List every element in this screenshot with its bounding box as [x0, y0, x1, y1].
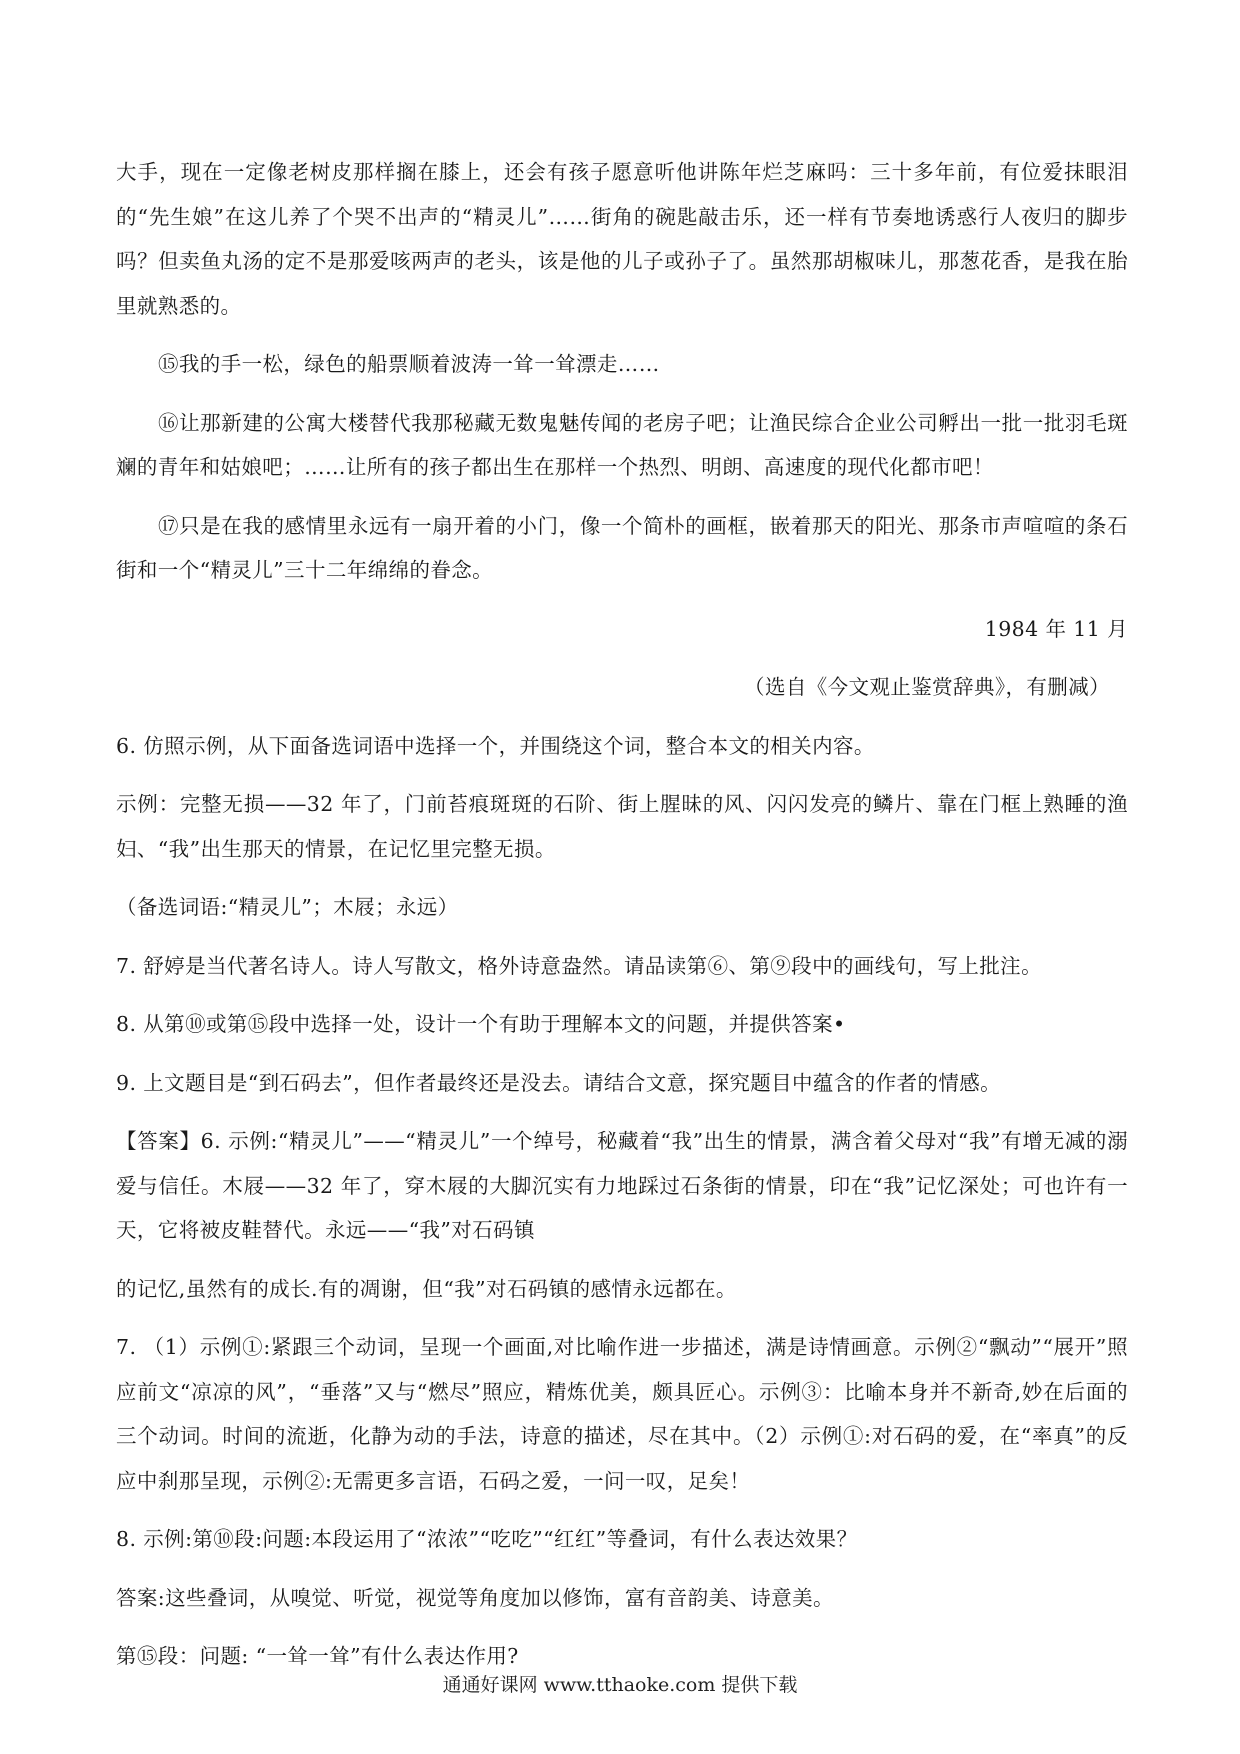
paragraph-continued: 大手，现在一定像老树皮那样搁在膝上，还会有孩子愿意听他讲陈年烂芝麻吗：三十多年前，有位爱抹眼泪的“先生娘”在这儿养了个哭不出声的“精灵儿”……街角的碗匙敲击乐，还一样有节奏地诱惑行人夜归的脚步吗？但卖鱼丸汤的定不是那爱咳两声的老头，该是他的儿子或孙子了。虽然那胡椒味儿，那葱花香，是我在胎里就熟悉的。	[116, 160, 1128, 318]
answer-6: 【答案】6. 示例:“精灵儿”——“精灵儿”一个绰号，秘藏着“我”出生的情景，满含着父母对“我”有增无减的溺爱与信任。木屐——32 年了，穿木屐的大脚沉实有力地踩过石条街的情景，印在“我”记忆深处；可也许有一天，它将被皮鞋替代。永远——“我”对石码镇	[116, 1129, 1128, 1242]
question-9: 9. 上文题目是“到石码去”，但作者最终还是没去。请结合文意，探究题目中蕴含的作者的情感。	[116, 1070, 1002, 1095]
question-6: 6. 仿照示例，从下面备选词语中选择一个，并围绕这个词，整合本文的相关内容。	[116, 733, 875, 758]
answer-6-continued: 的记忆,虽然有的成长.有的凋谢，但“我”对石码镇的感情永远都在。	[116, 1276, 737, 1301]
paragraph-15: ⑮我的手一松，绿色的船票顺着波涛一耸一耸漂走……	[158, 352, 660, 376]
paragraph-17: ⑰只是在我的感情里永远有一扇开着的小门，像一个简朴的画框，嵌着那天的阳光、那条市声喧喧的条石街和一个“精灵儿”三十二年绵绵的眷念。	[116, 513, 1128, 582]
paragraph-16: ⑯让那新建的公寓大楼替代我那秘藏无数鬼魅传闻的老房子吧；让渔民综合企业公司孵出一批一批羽毛斑斓的青年和姑娘吧；……让所有的孩子都出生在那样一个热烈、明朗、高速度的现代化都市吧！	[116, 410, 1128, 479]
answer-8-answer: 答案:这些叠词，从嗅觉、听觉，视觉等角度加以修饰，富有音韵美、诗意美。	[116, 1585, 834, 1610]
date-line: 1984 年 11 月	[984, 616, 1128, 641]
question-6-example: 示例：完整无损——32 年了，门前苔痕斑斑的石阶、街上腥昧的风、闪闪发亮的鳞片、靠在门框上熟睡的渔妇、“我”出生那天的情景，在记忆里完整无损。	[116, 792, 1128, 861]
question-7: 7. 舒婷是当代著名诗人。诗人写散文，格外诗意盎然。请品读第⑥、第⑨段中的画线句，写上批注。	[116, 953, 1042, 978]
page-footer: 通通好课网 www.tthaoke.com 提供下载	[442, 1674, 798, 1696]
answer-7: 7. （1）示例①:紧跟三个动词，呈现一个画面,对比喻作进一步描述，满是诗情画意。示例②“飘动”“展开”照应前文“凉凉的风”，“垂落”又与“燃尽”照应，精炼优美，颇具匠心。示例③：比喻本身并不新奇,妙在后面的三个动词。时间的流逝，化静为动的手法，诗意的描述，尽在其中。（2）示例①:对石码的爱，在“率真”的反应中刹那呈现，示例②:无需更多言语，石码之爱，一问一叹，足矣！	[116, 1335, 1128, 1493]
question-8: 8. 从第⑩或第⑮段中选择一处，设计一个有助于理解本文的问题，并提供答案•	[116, 1012, 846, 1036]
answer-8-question: 8. 示例:第⑩段:问题:本段运用了“浓浓”“吃吃”“红红”等叠词，有什么表达效果？	[116, 1527, 858, 1551]
answer-8-question-15: 第⑮段：问题: “一耸一耸”有什么表达作用?	[116, 1644, 519, 1668]
source-note: （选自《今文观止鉴赏辞典》，有删减）	[744, 675, 1110, 699]
document-body	[116, 150, 1128, 1693]
question-6-options: （备选词语:“精灵儿”；木屐；永远）	[116, 895, 459, 919]
